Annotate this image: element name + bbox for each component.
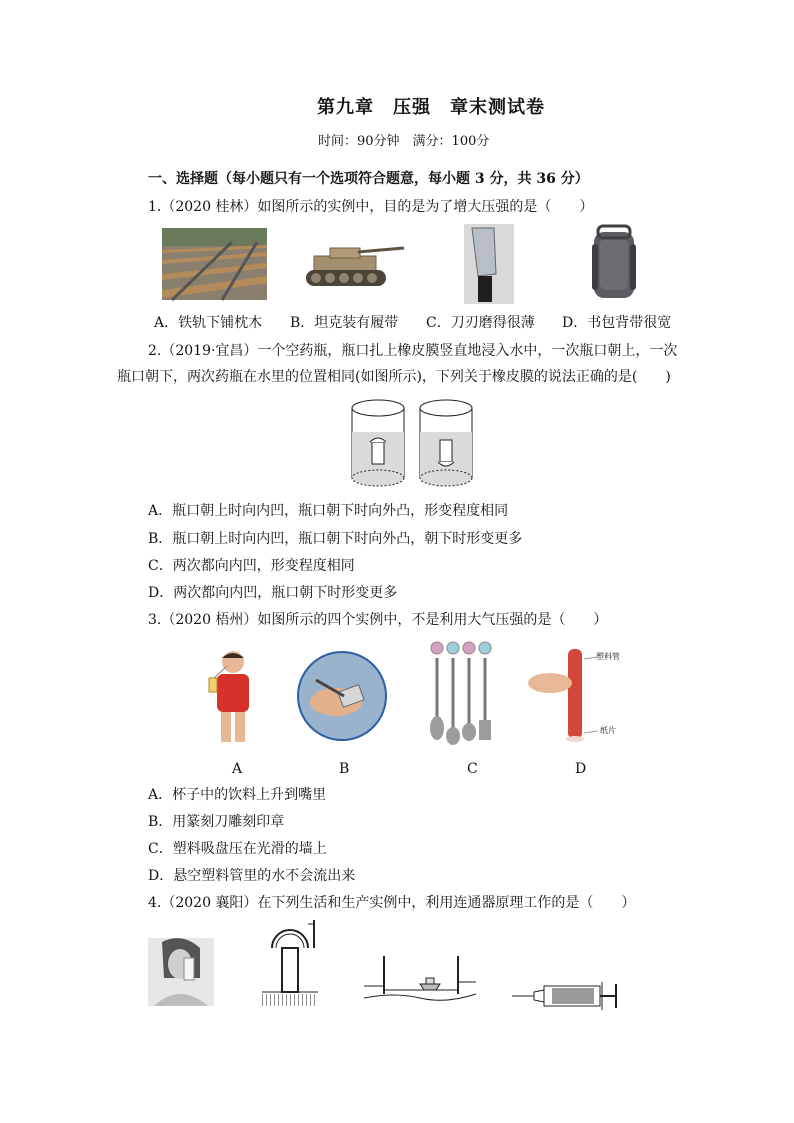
page-title: 第九章 压强 章末测试卷 xyxy=(317,97,545,118)
ship-lock-diagram xyxy=(364,954,476,1006)
seal-carving-photo xyxy=(296,650,388,742)
q3-option-a: A．杯子中的饮料上升到嘴里 xyxy=(148,787,327,803)
question-4-stem: 4.（2020 襄阳）在下列生活和生产实例中，利用连通器原理工作的是（ ） xyxy=(148,895,636,911)
railway-sleepers-photo xyxy=(162,228,267,300)
q1-option-b: B．坦克装有履带 xyxy=(290,315,399,331)
fig-label-c: C xyxy=(467,761,478,777)
tube-annotation: 塑料管 xyxy=(596,652,620,661)
page-subtitle: 时间：90分钟 满分：100分 xyxy=(318,134,490,149)
syringe-diagram xyxy=(512,978,624,1012)
q2-option-c: C．两次都向内凹，形变程度相同 xyxy=(148,558,355,574)
water-pump-diagram xyxy=(262,918,318,1008)
question-1-stem: 1.（2020 桂林）如图所示的实例中，目的是为了增大压强的是（ ） xyxy=(148,199,594,215)
fig-label-d: D xyxy=(575,761,587,777)
q1-option-d: D．书包背带很宽 xyxy=(562,315,672,331)
fig-label-a: A xyxy=(232,761,243,777)
boy-drinking-photo xyxy=(203,648,259,744)
woman-drinking-photo xyxy=(148,938,214,1006)
q1-option-a: A．铁轨下铺枕木 xyxy=(154,315,263,331)
q3-option-c: C．塑料吸盘压在光滑的墙上 xyxy=(148,841,327,857)
q3-option-d: D．悬空塑料管里的水不会流出来 xyxy=(148,868,356,884)
q3-option-b: B．用篆刻刀雕刻印章 xyxy=(148,814,285,830)
q2-option-b: B．瓶口朝上时向内凹，瓶口朝下时向外凸，朝下时形变更多 xyxy=(148,531,523,547)
section-heading: 一、选择题（每小题只有一个选项符合题意，每小题 3 分，共 36 分） xyxy=(148,171,589,187)
q2-option-a: A．瓶口朝上时向内凹，瓶口朝下时向外凸，形变程度相同 xyxy=(148,503,509,519)
q2-option-d: D．两次都向内凹，瓶口朝下时形变更多 xyxy=(148,585,398,601)
fig-label-b: B xyxy=(339,761,350,777)
suction-cup-hooks-photo xyxy=(425,640,497,746)
question-3-stem: 3.（2020 梧州）如图所示的四个实例中，不是利用大气压强的是（ ） xyxy=(148,612,608,628)
q1-option-c: C．刀刃磨得很薄 xyxy=(426,315,535,331)
medicine-bottle-figure xyxy=(344,398,480,490)
knife-photo xyxy=(464,224,514,304)
question-2-stem-line1: 2.（2019·宜昌）一个空药瓶，瓶口扎上橡皮膜竖直地浸入水中，一次瓶口朝上，一次 xyxy=(148,343,678,359)
paper-annotation: 纸片 xyxy=(600,726,616,735)
backpack-photo xyxy=(588,224,640,302)
tank-photo xyxy=(300,236,408,294)
question-2-stem-line2: 瓶口朝下，两次药瓶在水里的位置相同(如图所示)，下列关于橡皮膜的说法正确的是( ) xyxy=(117,369,671,385)
